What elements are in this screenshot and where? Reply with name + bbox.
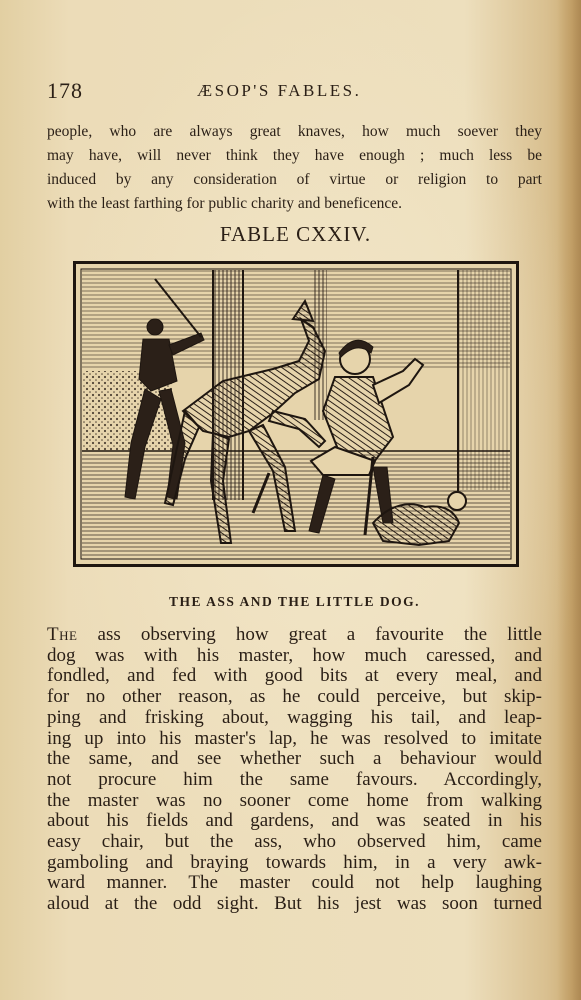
text-line: the same, and see whether such a behaviour would (47, 748, 542, 770)
text-line: not procure him the same favours. Accordingly, (47, 768, 542, 790)
story-paragraph (47, 625, 542, 915)
text-line: about his fields and gardens, and was seated in his (47, 810, 542, 832)
illustration-caption: THE ASS AND THE LITTLE DOG. (168, 594, 421, 609)
dropcap-word: The (47, 624, 78, 645)
text-line-rest: ass observing how great a favourite the little (77, 624, 542, 645)
text-line: ward manner. The master could not help laughing (47, 872, 542, 894)
text-line: for no other reason, as he could perceive, but skip- (47, 686, 542, 708)
woodcut-illustration (73, 261, 519, 567)
text-line: aloud at the odd sight. But his jest was soon turned (47, 893, 542, 915)
text-line: ping and frisking about, wagging his tail, and leap- (47, 706, 542, 728)
intro-paragraph (47, 120, 542, 216)
fable-heading: FABLE CXXIV. (219, 222, 372, 246)
text-line: people, who are always great knaves, how much soever they (47, 123, 542, 140)
page-header (47, 78, 537, 104)
text-line: ing up into his master's lap, he was resolved to imitate (47, 727, 542, 749)
text-line: gamboling and braying towards him, in a very awk- (47, 851, 542, 873)
text-line: may have, will never think they have enough ; much less be (47, 147, 542, 164)
text-line: the master was no sooner come home from walking (47, 789, 542, 811)
text-line: induced by any consideration of virtue or religion to part (47, 171, 542, 188)
text-line: fondled, and fed with good bits at every meal, and (47, 665, 542, 687)
text-line: easy chair, but the ass, who observed him, came (47, 831, 542, 853)
text-line (47, 625, 542, 646)
text-line: dog was with his master, how much caressed, and (47, 644, 542, 666)
running-title: ÆSOP'S FABLES. (197, 81, 362, 100)
page-number: 178 (47, 78, 83, 103)
text-line: with the least farthing for public charity and beneficence. (47, 195, 403, 212)
page-spine-shadow (557, 0, 581, 1000)
